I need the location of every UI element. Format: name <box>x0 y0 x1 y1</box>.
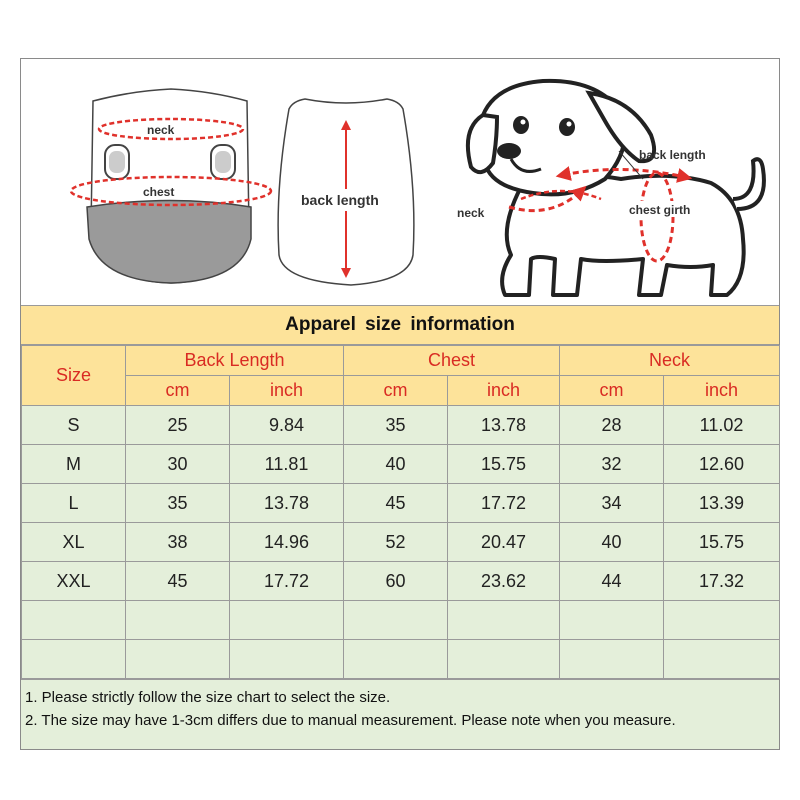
measure-cell: 28 <box>560 406 664 445</box>
table-row <box>22 562 780 601</box>
vest-back-length-label: back length <box>301 192 379 208</box>
unit-header-row <box>22 376 780 406</box>
empty-cell <box>560 640 664 679</box>
measure-cell: 60 <box>344 562 448 601</box>
table-row <box>22 445 780 484</box>
vest-neck-label: neck <box>147 123 175 137</box>
measure-cell: 35 <box>126 484 230 523</box>
size-cell: XXL <box>22 562 126 601</box>
empty-cell <box>22 601 126 640</box>
empty-cell <box>344 640 448 679</box>
size-cell: M <box>22 445 126 484</box>
note-line: 1. Please strictly follow the size chart to select the size. <box>25 689 391 706</box>
measure-cell: 13.78 <box>448 406 560 445</box>
measure-cell: 45 <box>126 562 230 601</box>
empty-cell <box>664 601 780 640</box>
empty-cell <box>560 601 664 640</box>
unit-header: cm <box>560 376 664 406</box>
dog-illustration <box>457 81 764 295</box>
table-row <box>22 523 780 562</box>
group-header-row <box>22 346 780 376</box>
measure-cell: 13.39 <box>664 484 780 523</box>
chest-header: Chest <box>344 346 560 376</box>
measure-cell: 45 <box>344 484 448 523</box>
measure-cell: 23.62 <box>448 562 560 601</box>
empty-cell <box>126 601 230 640</box>
table-row <box>22 406 780 445</box>
measure-cell: 11.81 <box>230 445 344 484</box>
vest-back-illustration <box>278 99 414 285</box>
measure-cell: 13.78 <box>230 484 344 523</box>
measure-cell: 17.72 <box>230 562 344 601</box>
unit-header: inch <box>664 376 780 406</box>
size-table <box>21 345 780 679</box>
dog-back-length-label: back length <box>639 148 706 162</box>
measure-cell: 17.72 <box>448 484 560 523</box>
empty-cell <box>22 640 126 679</box>
measure-cell: 15.75 <box>664 523 780 562</box>
measure-cell: 38 <box>126 523 230 562</box>
measure-cell: 35 <box>344 406 448 445</box>
measure-cell: 25 <box>126 406 230 445</box>
note-line: 2. The size may have 1-3cm differs due to manual measurement. Please note when you measure. <box>25 712 676 729</box>
table-row <box>22 484 780 523</box>
measure-cell: 20.47 <box>448 523 560 562</box>
empty-cell <box>664 640 780 679</box>
measure-cell: 44 <box>560 562 664 601</box>
measure-cell: 12.60 <box>664 445 780 484</box>
measurement-illustrations <box>21 59 779 303</box>
measure-cell: 30 <box>126 445 230 484</box>
unit-header: inch <box>230 376 344 406</box>
empty-cell <box>126 640 230 679</box>
neck-header: Neck <box>560 346 780 376</box>
measure-cell: 11.02 <box>664 406 780 445</box>
measure-cell: 40 <box>560 523 664 562</box>
unit-header: inch <box>448 376 560 406</box>
empty-cell <box>344 601 448 640</box>
empty-row <box>22 601 780 640</box>
size-header: Size <box>22 346 126 406</box>
measure-cell: 34 <box>560 484 664 523</box>
empty-cell <box>448 640 560 679</box>
dog-neck-label: neck <box>457 206 485 220</box>
size-chart-sheet <box>20 58 780 750</box>
measure-cell: 9.84 <box>230 406 344 445</box>
measure-cell: 40 <box>344 445 448 484</box>
notes-section <box>21 679 779 749</box>
measure-cell: 17.32 <box>664 562 780 601</box>
size-cell: L <box>22 484 126 523</box>
vest-chest-label: chest <box>143 185 175 199</box>
empty-cell <box>230 640 344 679</box>
measure-cell: 52 <box>344 523 448 562</box>
measure-cell: 32 <box>560 445 664 484</box>
vest-front-illustration <box>71 89 271 283</box>
measure-cell: 15.75 <box>448 445 560 484</box>
table-title: Apparel size information <box>21 305 779 345</box>
empty-cell <box>448 601 560 640</box>
empty-row <box>22 640 780 679</box>
unit-header: cm <box>126 376 230 406</box>
measure-cell: 14.96 <box>230 523 344 562</box>
size-cell: XL <box>22 523 126 562</box>
empty-cell <box>230 601 344 640</box>
dog-chest-girth-label: chest girth <box>629 203 691 217</box>
size-cell: S <box>22 406 126 445</box>
back-length-header: Back Length <box>126 346 344 376</box>
unit-header: cm <box>344 376 448 406</box>
